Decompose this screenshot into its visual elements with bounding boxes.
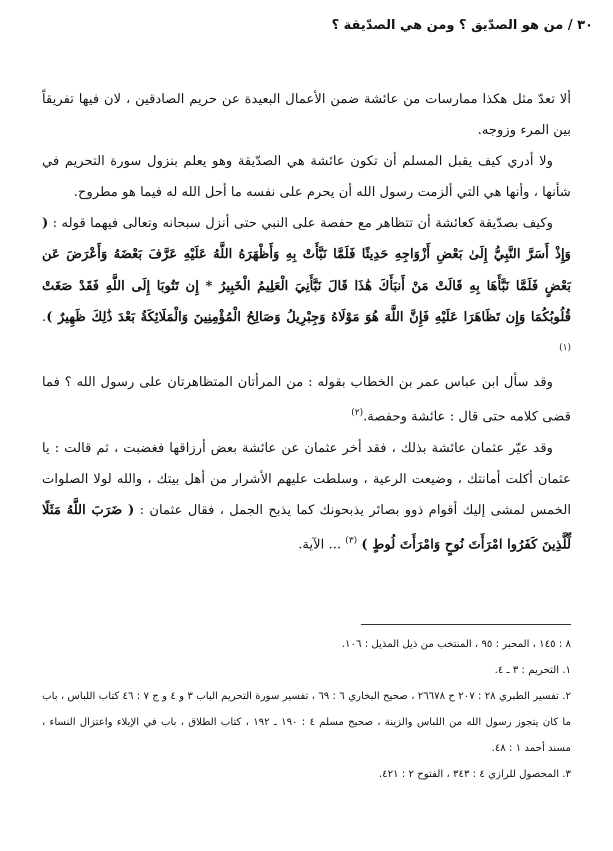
- footnote-1: ١. التحريم : ٣ ـ ٤.: [494, 665, 571, 676]
- footnote-2: ٢. تفسير الطبري ٢٨ : ٢٠٧ ح ٢٦٦٧٨ ، صحيح البخاري ٦ : ٦٩ ، تفسير سورة التحريم الباب ٣ و ٤ و ج ٧ : ٤٦ كتاب اللباس ، باب ما كان يتجوز رسول الله من اللباس والزينة ، صحيح مسلم ٤ : ١٩٠ ـ ١٩٢ ، كتاب الطلاق ، باب في الإيلاء واعتزال النساء ، مسند أحمد ١ : ٤٨.: [42, 691, 571, 754]
- paragraph-2: ولا أدري كيف يقبل المسلم أن تكون عائشة هي الصدّيقة وهو يعلم بنزول سورة التحريم في شأنها ، وأنها هي التي ألزمت رسول الله أن يحرم على نفسه ما أحل الله له فيما هو مطروح.: [42, 154, 571, 201]
- footnote-marker-1: (١): [559, 342, 571, 353]
- quran-verse-2: ( ضَرَبَ اللَّهُ مَثَلًا لِّلَّذِينَ كَفَرُوا امْرَأَتَ نُوحٍ وَامْرَأَتَ لُوطٍ ): [42, 503, 571, 553]
- footnotes: [42, 632, 571, 788]
- verse-tail: ... الآية.: [298, 537, 346, 553]
- paragraph-4: [42, 367, 571, 433]
- page-header: ٣٠ / من هو الصدّيق ؟ ومن هي الصدّيقة ؟: [331, 18, 593, 33]
- footnote-3: ٣. المحصول للرازي ٤ : ٣٤٣ ، الفتوح ٢ : ٤٢١.: [378, 769, 571, 780]
- footnote-continued: ٨ : ١٤٥ ، المحبر : ٩٥ ، المنتخب من ذيل المذيل : ١٠٦.: [341, 639, 571, 650]
- paragraph-4-text: وقد سأل ابن عباس عمر بن الخطاب بقوله : من المرأتان المتظاهرتان على رسول الله ؟ فما قضى كلامه حتى قال : عائشة وحفصة.: [42, 375, 571, 425]
- footnote-divider: [361, 624, 571, 625]
- footnote-marker-3: (٣): [345, 536, 358, 547]
- footnote-marker-2: (٢): [351, 408, 364, 419]
- paragraph-5-text: وقد عيّر عثمان عائشة بذلك ، فقد أخر عثمان عن عائشة بعض أرزاقها فغضبت ، ثم قالت : يا عثمان أكلت أمانتك ، وضيعت الرعية ، وسلطت عليهم الأشرار من أهل بيتك ، والله لولا الصلوات الخمس لمشى إليك أقوام ذوو بصائر يذبحونك كما يذبح الجمل ، فقال عثمان :: [42, 440, 571, 518]
- paragraph-1: ألا تعدّ مثل هكذا ممارسات من عائشة ضمن الأعمال البعيدة عن حريم الصادقين ، لان فيها تفريقاً بين المرء وزوجه.: [42, 92, 571, 139]
- quran-verse-1: ( وَإِذْ أَسَرَّ النَّبِيُّ إِلَىٰ بَعْضِ أَزْوَاجِهِ حَدِيثًا فَلَمَّا نَبَّأَتْ بِهِ وَأَظْهَرَهُ اللَّهُ عَلَيْهِ عَرَّفَ بَعْضَهُ وَأَعْرَضَ عَن بَعْضٍ فَلَمَّا نَبَّأَهَا بِهِ قَالَتْ مَنْ أَنبَأَكَ هَٰذَا قَالَ نَبَّأَنِيَ الْعَلِيمُ الْخَبِيرُ * إِن تَتُوبَا إِلَى اللَّهِ فَقَدْ صَغَتْ قُلُوبُكُمَا وَإِن تَظَاهَرَا عَلَيْهِ فَإِنَّ اللَّهَ هُوَ مَوْلَاهُ وَجِبْرِيلُ وَصَالِحُ الْمُؤْمِنِينَ وَالْمَلَائِكَةُ بَعْدَ ذَٰلِكَ ظَهِيرٌ ): [42, 216, 571, 325]
- paragraph-3-text: وكيف بصدّيقة كعائشة أن تتظاهر مع حفصة على النبي حتى أنزل سبحانه وتعالى فيهما قوله :: [48, 216, 553, 232]
- paragraph-3: وكيف بصدّيقة كعائشة أن تتظاهر مع حفصة على النبي حتى أنزل سبحانه وتعالى فيهما قوله : ( وَإِذْ أَسَرَّ النَّبِيُّ إِلَىٰ بَعْضِ أَزْوَاجِهِ حَدِيثًا فَلَمَّا نَبَّأَتْ بِهِ وَأَظْهَرَهُ اللَّهُ عَلَيْهِ عَرَّفَ بَعْضَهُ وَأَعْرَضَ عَن بَعْضٍ فَلَمَّا نَبَّأَهَا بِهِ قَالَتْ مَنْ أَنبَأَكَ هَٰذَا قَالَ نَبَّأَنِيَ الْعَلِيمُ الْخَبِيرُ * إِن تَتُوبَا إِلَى اللَّهِ فَقَدْ صَغَتْ قُلُوبُكُمَا وَإِن تَظَاهَرَا عَلَيْهِ فَإِنَّ اللَّهَ هُوَ مَوْلَاهُ وَجِبْرِيلُ وَصَالِحُ الْمُؤْمِنِينَ وَالْمَلَائِكَةُ بَعْدَ ذَٰلِكَ ظَهِيرٌ ). $^{(١)}$: [42, 216, 571, 353]
- paragraph-5: [42, 433, 571, 561]
- main-text: [42, 84, 571, 561]
